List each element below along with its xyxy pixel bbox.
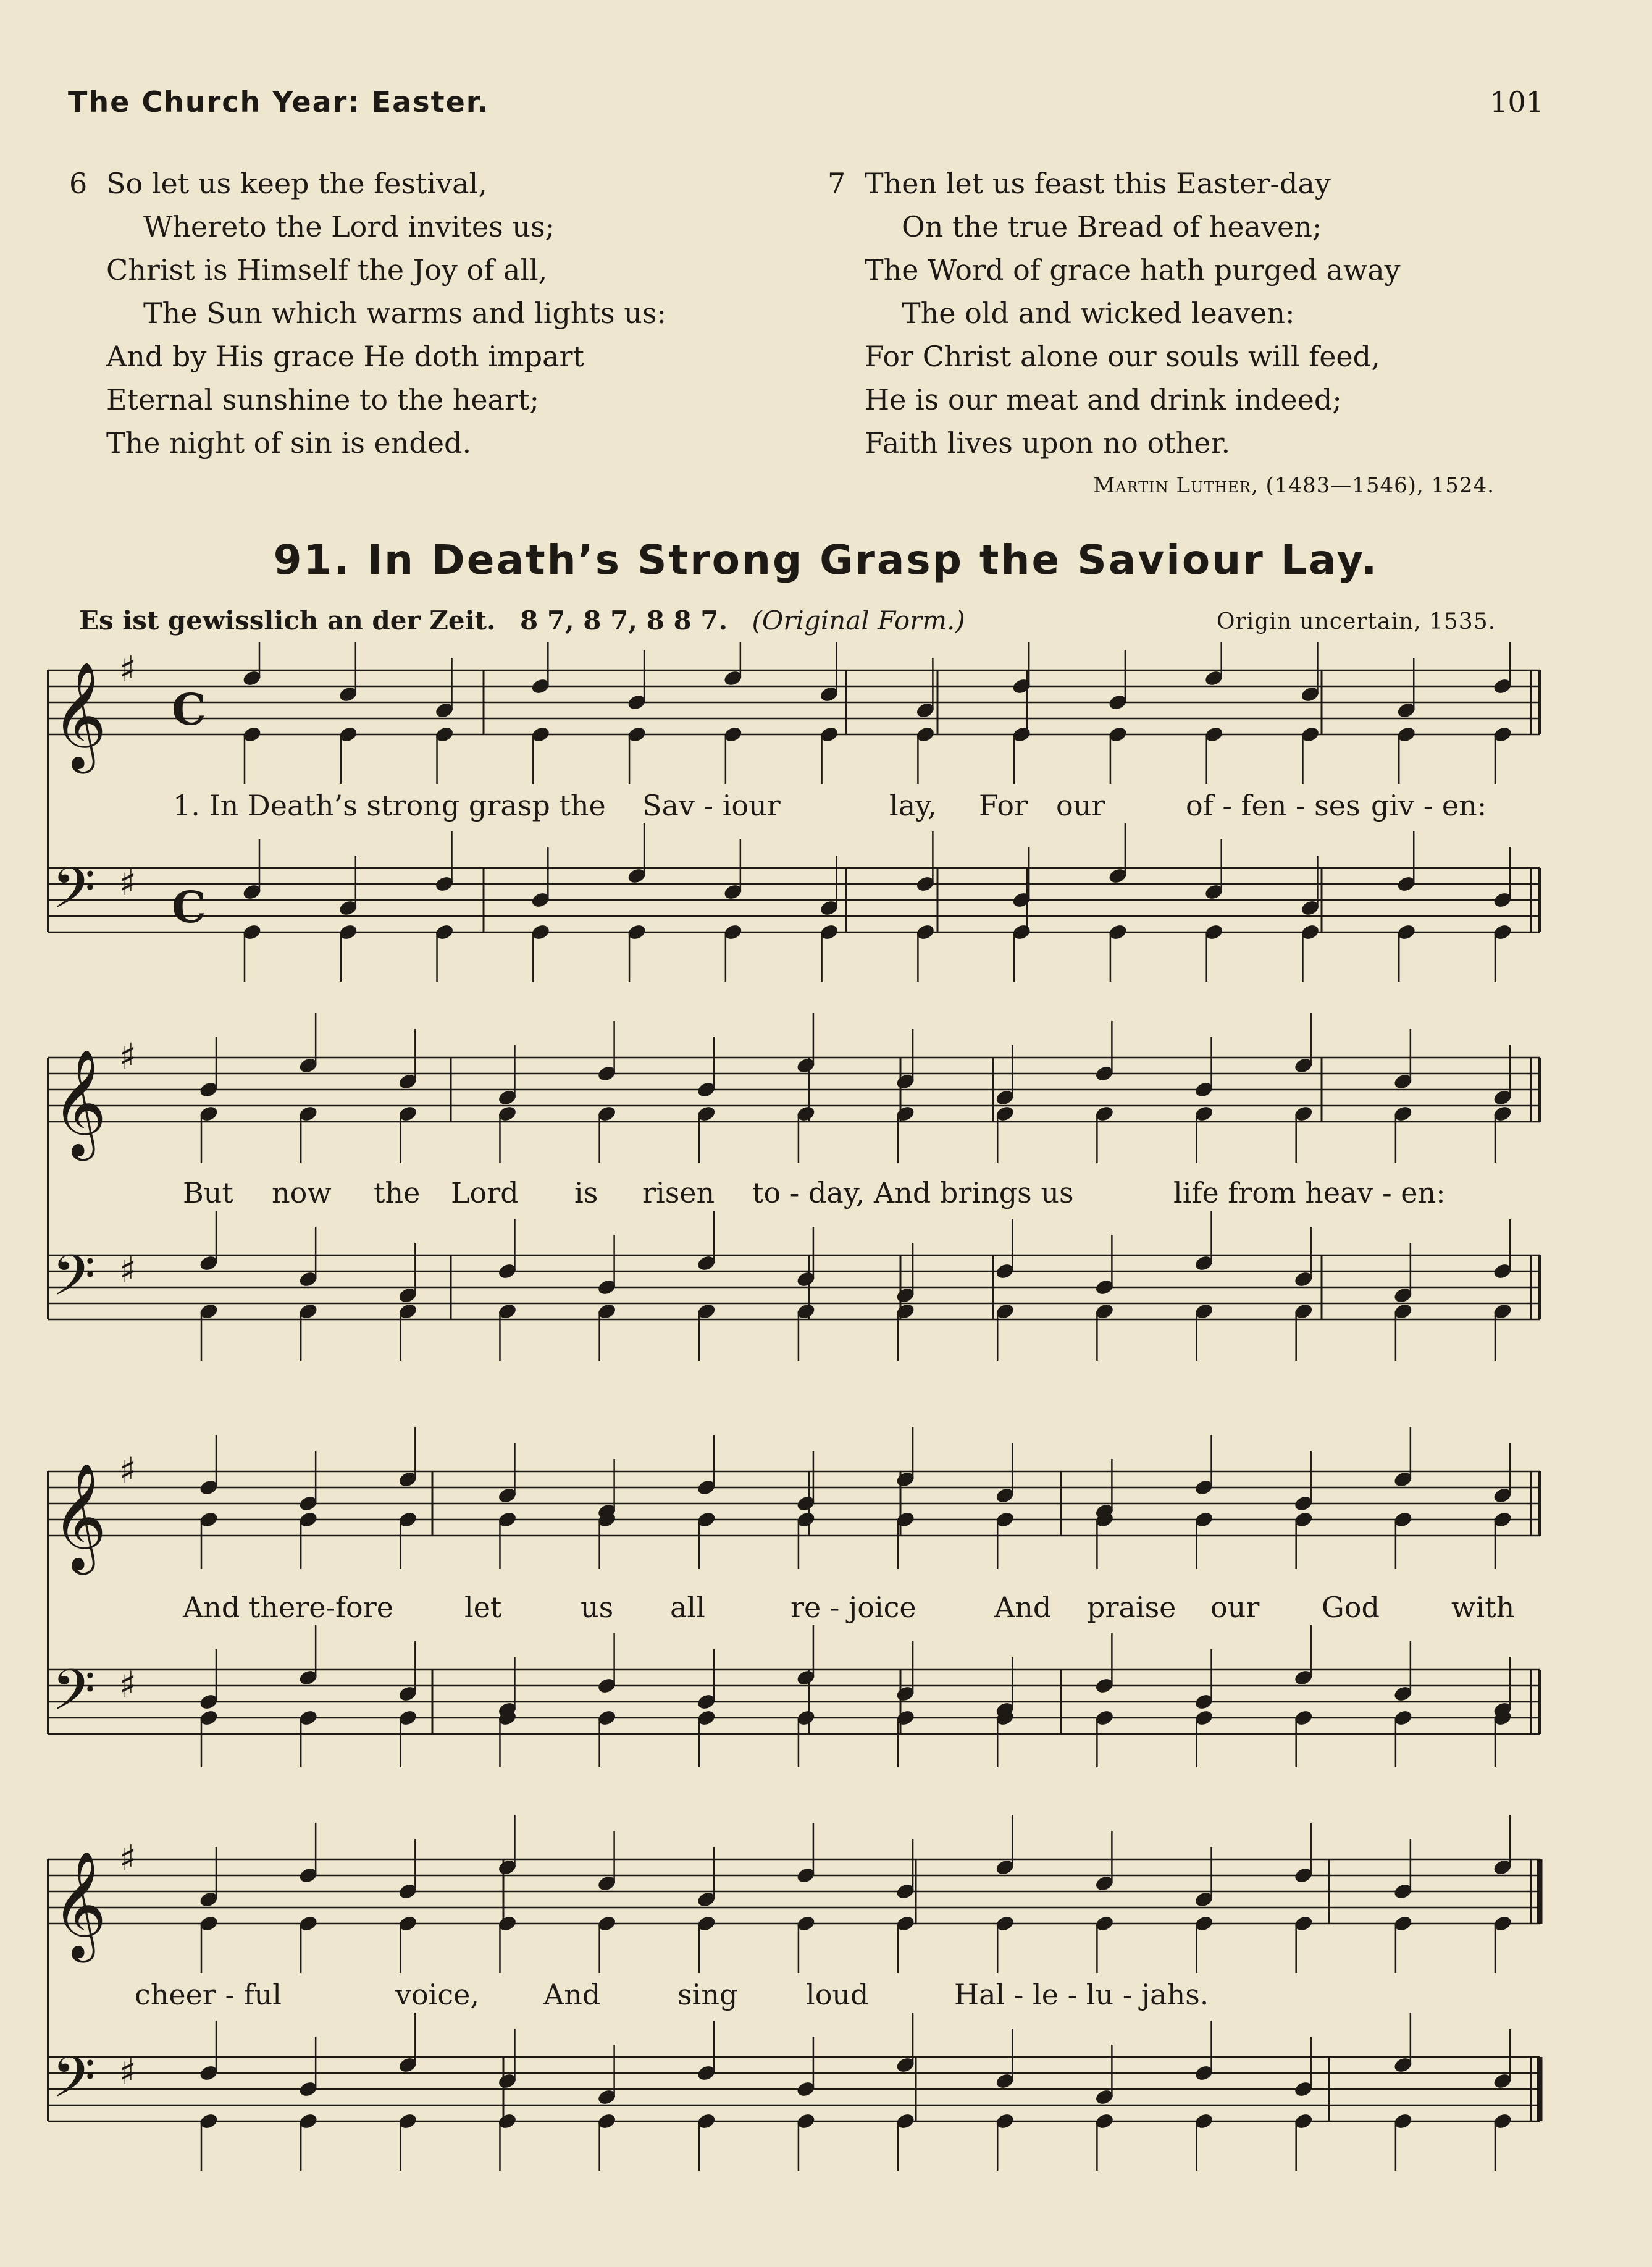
stanza-line: He is our meat and drink indeed; (865, 383, 1342, 416)
lyric-syllable: is (574, 1176, 598, 1209)
lyric-syllable: sing (677, 1978, 738, 2011)
stanza-line: So let us keep the festival, (106, 167, 487, 200)
time-signature-icon: C (172, 684, 206, 735)
lyric-syllable: of - fen - ses (1186, 789, 1361, 822)
stanza-line: On the true Bread of heaven; (902, 210, 1322, 243)
stanza-line: Faith lives upon no other. (865, 426, 1231, 460)
bass-clef-icon: 𝄢 (52, 856, 96, 935)
lyric-syllable: let (464, 1591, 502, 1624)
key-signature-sharp-icon: ♯ (119, 2051, 137, 2093)
stanza-line: Then let us feast this Easter-day (865, 167, 1331, 200)
page-number: 101 (1490, 85, 1544, 119)
lyric-syllable: And (994, 1591, 1052, 1624)
lyric-syllable: Sav - iour (642, 789, 781, 822)
lyric-syllable: life from heav - en: (1173, 1176, 1446, 1209)
lyric-syllable: And there-fore (183, 1591, 393, 1624)
hymn-title: 91. In Death’s Strong Grasp the Saviour Lay. (273, 536, 1379, 584)
stanza-number: 6 (69, 167, 88, 200)
lyric-syllable: to - day, (752, 1176, 865, 1209)
lyric-syllable: the (374, 1176, 421, 1209)
treble-clef-icon: 𝄞 (52, 1463, 107, 1570)
key-signature-sharp-icon: ♯ (119, 1249, 137, 1292)
bass-clef-icon: 𝄢 (52, 1243, 96, 1322)
lyric-syllable: now (272, 1176, 332, 1209)
lyric-syllable: us (581, 1591, 614, 1624)
lyric-syllable: And (543, 1978, 601, 2011)
treble-clef-icon: 𝄞 (52, 662, 107, 769)
stanza-7 (828, 162, 1556, 465)
bass-clef-icon: 𝄢 (52, 2045, 96, 2124)
lyric-syllable: And brings us (874, 1176, 1074, 1209)
treble-clef-icon: 𝄞 (52, 1049, 107, 1156)
stanza-number: 7 (828, 167, 846, 200)
key-signature-sharp-icon: ♯ (119, 1837, 137, 1880)
stanza-line: Eternal sunshine to the heart; (106, 383, 539, 416)
hymn-attribution: Martin Luther, (1483—1546), 1524. (1093, 473, 1495, 498)
lyric-syllable: 1. In Death’s strong grasp the (173, 789, 606, 822)
key-signature-sharp-icon: ♯ (119, 648, 137, 691)
lyric-syllable: giv - en: (1371, 789, 1487, 822)
lyric-syllable: cheer - ful (135, 1978, 282, 2011)
tune-origin: Origin uncertain, 1535. (1217, 609, 1496, 634)
tune-form: (Original Form.) (752, 605, 965, 636)
bass-clef-icon: 𝄢 (52, 1657, 96, 1736)
stanza-line: The Word of grace hath purged away (865, 253, 1401, 287)
stanza-line: The Sun which warms and lights us: (143, 297, 666, 330)
tune-line (79, 605, 965, 636)
lyric-syllable: with (1451, 1591, 1515, 1624)
stanza-line: And by His grace He doth impart (106, 340, 585, 373)
lyric-syllable: For (979, 789, 1028, 822)
lyric-syllable: our (1210, 1591, 1260, 1624)
lyric-syllable: lay, (889, 789, 937, 822)
lyric-syllable: voice, (395, 1978, 480, 2011)
lyric-syllable: our (1056, 789, 1105, 822)
lyric-syllable: Lord (451, 1176, 519, 1209)
key-signature-sharp-icon: ♯ (119, 1663, 137, 1706)
stanza-line: The night of sin is ended. (106, 426, 472, 460)
stanza-line: Whereto the Lord invites us; (143, 210, 555, 243)
stanza-line: For Christ alone our souls will feed, (865, 340, 1380, 373)
lyric-syllable: loud (806, 1978, 869, 2011)
tune-name: Es ist gewisslich an der Zeit. (79, 605, 496, 636)
key-signature-sharp-icon: ♯ (119, 1035, 137, 1078)
stanza-6 (69, 162, 798, 465)
lyric-syllable: risen (642, 1176, 715, 1209)
lyric-syllable: God (1322, 1591, 1380, 1624)
time-signature-icon: C (172, 881, 206, 933)
stanza-line: Christ is Himself the Joy of all, (106, 253, 548, 287)
lyric-syllable: But (183, 1176, 233, 1209)
lyric-syllable: praise (1087, 1591, 1176, 1624)
treble-clef-icon: 𝄞 (52, 1851, 107, 1958)
tune-meter: 8 7, 8 7, 8 8 7. (519, 605, 728, 636)
running-head: The Church Year: Easter. (68, 85, 490, 119)
key-signature-sharp-icon: ♯ (119, 1449, 137, 1492)
stanza-line: The old and wicked leaven: (902, 297, 1295, 330)
music-score (0, 642, 1652, 2224)
lyric-syllable: all (670, 1591, 705, 1624)
lyric-syllable: Hal - le - lu - jahs. (954, 1978, 1209, 2011)
lyric-syllable: re - joice (790, 1591, 916, 1624)
key-signature-sharp-icon: ♯ (119, 862, 137, 904)
